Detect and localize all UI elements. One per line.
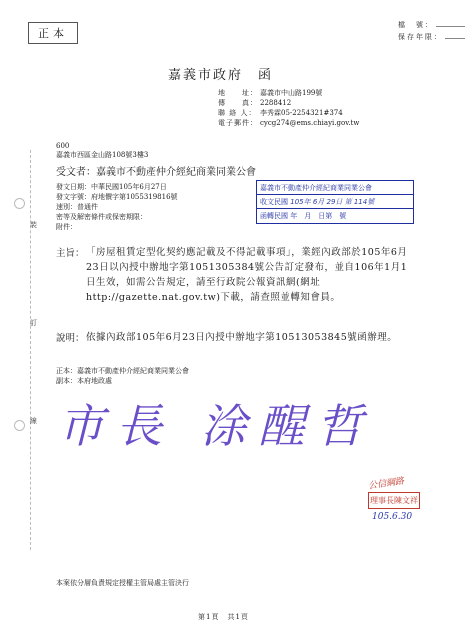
sender-fax-row: 傳 真： 2288412 (218, 99, 292, 107)
binding-hole (14, 198, 25, 209)
issue-date: 發文日期：中華民國105年6月27日 (56, 183, 167, 191)
original-copy-stamp: 正本 (28, 22, 78, 44)
receipt-stamp (256, 180, 414, 224)
receipt-stamp-received: 收文民國 105年 6月 29日 第 114號 (257, 195, 413, 209)
explanation-text: 依據內政部105年6月23日內授中辦地字第10513053845號函辦理。 (86, 332, 398, 343)
approval-date: 105.6.30 (372, 512, 413, 522)
postal-code: 600 (56, 142, 70, 150)
sender-email-row: 電子郵件： cycg274@ems.chiayi.gov.tw (218, 119, 360, 127)
binding-line (30, 150, 31, 550)
receipt-stamp-forwarded: 函轉民國 年 月 日第 號 (260, 212, 347, 220)
mayor-signature: 市長 涂醒哲 (58, 399, 375, 453)
recipient-name: 嘉義市不動產仲介經紀商業同業公會 (96, 167, 256, 178)
recipient-address: 嘉義市西區金山路108號3樓3 (56, 151, 149, 159)
priority: 速別：普通件 (56, 203, 98, 211)
margin-mark-staple: 訂 (30, 319, 37, 327)
attachment: 附件： (56, 223, 77, 231)
sender-contact-row: 聯 絡 人： 李秀霖05-2254321#374 (218, 109, 343, 117)
subject-text: 「房屋租賃定型化契約應記載及不得記載事項」，業經內政部於105年6月23日以內授中辦地字第1051305384號公告訂定發布，並自106年1月1日生效，如需公告規定，請至行政院公報資訊網(網址 http://gazette.nat.gov.tw)下載，請查照並轉知會員。 (86, 247, 408, 303)
sender-address-row: 地 址： 嘉義市中山路199號 (218, 89, 323, 97)
page-number: 第1頁 共1頁 (198, 613, 249, 621)
delegation-note: 本案依分層負責規定授權主管局處主管決行 (56, 579, 189, 587)
retention-period-label: 保存年限： (398, 32, 465, 42)
margin-mark-bind: 裝 (30, 221, 37, 229)
archive-number-label: 檔 號： (398, 20, 465, 30)
document-title: 嘉義市政府 函 (168, 68, 274, 83)
cc-copy: 副本：本府地政處 (56, 377, 112, 385)
margin-mark-line: 線 (30, 417, 37, 425)
recipient-label: 受文者： (56, 167, 96, 178)
confidentiality: 密等及解密條件或保密期限： (56, 213, 147, 221)
cc-original: 正本：嘉義市不動產仲介經紀商業同業公會 (56, 367, 189, 375)
subject-label: 主旨： (56, 248, 85, 259)
explanation-label: 說明： (56, 333, 85, 344)
binding-hole (14, 420, 25, 431)
receipt-stamp-org: 嘉義市不動產仲介經紀商業同業公會 (257, 181, 413, 195)
approval-seal: 理事長陳文祥 (368, 492, 420, 509)
approval-seal-handwriting: 公信綱路 (367, 476, 405, 492)
issue-number: 發文字號：府地價字第1055319816號 (56, 193, 178, 201)
